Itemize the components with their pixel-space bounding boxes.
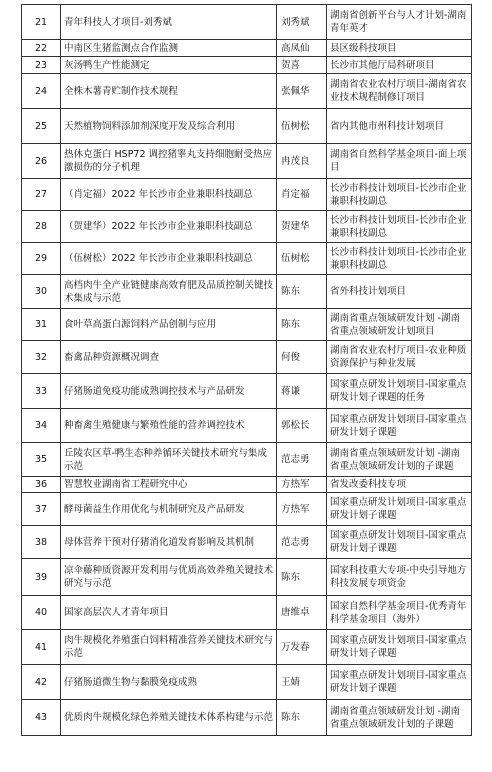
principal-investigator: 方热军 <box>277 477 327 493</box>
principal-investigator: 伍树松 <box>277 243 327 275</box>
row-number: 23 <box>22 57 61 74</box>
table-row <box>22 243 472 275</box>
table-row <box>22 40 472 57</box>
project-name: 高档肉牛全产业链健康高效育肥及品质控制关键技术集成与示范 <box>61 275 277 309</box>
project-source: 湖南省重点领域研发计划 -湖南省重点领域研发计划的子课题 <box>327 700 472 736</box>
project-name: 青年科技人才项目-刘秀斌 <box>61 5 277 40</box>
row-number: 33 <box>22 374 61 409</box>
project-name: 食叶草高蛋白源饲料产品创制与应用 <box>61 309 277 341</box>
project-name: 国家高层次人才青年项目 <box>61 596 277 630</box>
principal-investigator: 贺建华 <box>277 211 327 243</box>
principal-investigator: 刘秀斌 <box>277 5 327 40</box>
project-name: 灰汤鸭生产性能测定 <box>61 57 277 74</box>
principal-investigator: 何俊 <box>277 341 327 374</box>
row-number: 38 <box>22 526 61 559</box>
project-source: 省发改委科技专项 <box>327 477 472 493</box>
row-number: 31 <box>22 309 61 341</box>
row-number: 28 <box>22 211 61 243</box>
table-row <box>22 700 472 736</box>
table-row <box>22 526 472 559</box>
table-row <box>22 275 472 309</box>
project-source: 湖南省农业农村厅项目-农业种质资源保护与种业发展 <box>327 341 472 374</box>
row-number: 43 <box>22 700 61 736</box>
table-row <box>22 74 472 109</box>
principal-investigator: 方热军 <box>277 493 327 526</box>
principal-investigator: 郭松长 <box>277 409 327 443</box>
table-row <box>22 341 472 374</box>
principal-investigator: 陈东 <box>277 700 327 736</box>
table-row <box>22 179 472 211</box>
project-name: 种畜禽生殖健康与繁殖性能的营养调控技术 <box>61 409 277 443</box>
project-name: 天然植物饲料添加剂深度开发及综合利用 <box>61 109 277 144</box>
row-number: 22 <box>22 40 61 57</box>
principal-investigator: 范志勇 <box>277 526 327 559</box>
project-name: 智慧牧业湖南省工程研究中心 <box>61 477 277 493</box>
principal-investigator: 陈东 <box>277 275 327 309</box>
principal-investigator: 陈东 <box>277 559 327 596</box>
project-table-body <box>22 5 472 736</box>
project-source: 长沙市科技计划项目-长沙市企业兼职科技副总 <box>327 179 472 211</box>
project-source: 湖南省重点领域研发计划 -湖南省重点领域研发计划项目 <box>327 309 472 341</box>
table-row <box>22 374 472 409</box>
project-source: 长沙市科技计划项目-长沙市企业兼职科技副总 <box>327 211 472 243</box>
row-number: 21 <box>22 5 61 40</box>
project-source: 国家重点研发计划项目-国家重点研发计划子课题 <box>327 493 472 526</box>
project-source: 县区级科技项目 <box>327 40 472 57</box>
row-number: 39 <box>22 559 61 596</box>
project-source: 国家重点研发计划项目-国家重点研发计划子课题 <box>327 665 472 700</box>
table-row <box>22 596 472 630</box>
table-row <box>22 5 472 40</box>
table-row <box>22 559 472 596</box>
project-name: 优质肉牛规模化绿色养殖关键技术体系构建与示范 <box>61 700 277 736</box>
row-number: 36 <box>22 477 61 493</box>
row-number: 34 <box>22 409 61 443</box>
project-name: （伍树松）2022 年长沙市企业兼职科技副总 <box>61 243 277 275</box>
project-source: 国家科技重大专项-中央引导地方科技发展专项资金 <box>327 559 472 596</box>
project-source: 省内其他市州科技计划项目 <box>327 109 472 144</box>
project-name: 畜禽品种资源概况调查 <box>61 341 277 374</box>
principal-investigator: 陈东 <box>277 309 327 341</box>
principal-investigator: 蒋谦 <box>277 374 327 409</box>
table-row <box>22 665 472 700</box>
project-name: 仔猪肠道免疫功能成熟调控技术与产品研发 <box>61 374 277 409</box>
principal-investigator: 肖定福 <box>277 179 327 211</box>
row-number: 27 <box>22 179 61 211</box>
principal-investigator: 冉茂良 <box>277 144 327 179</box>
row-number: 26 <box>22 144 61 179</box>
table-row <box>22 493 472 526</box>
project-name: 凉伞藤种质资源开发利用与优质高效养殖关键技术研究与示范 <box>61 559 277 596</box>
principal-investigator: 范志勇 <box>277 443 327 477</box>
row-number: 25 <box>22 109 61 144</box>
project-name: 肉牛规模化养殖蛋白饲料精准营养关键技术研究与示范 <box>61 630 277 665</box>
project-name: 丘陵农区草-鸭生态种养循环关键技术研究与集成示范 <box>61 443 277 477</box>
project-source: 湖南省创新平台与人才计划-湖南青年英才 <box>327 5 472 40</box>
row-number: 42 <box>22 665 61 700</box>
table-row <box>22 477 472 493</box>
row-number: 24 <box>22 74 61 109</box>
project-source: 长沙市科技计划项目-长沙市企业兼职科技副总 <box>327 243 472 275</box>
principal-investigator: 唐维卓 <box>277 596 327 630</box>
project-source: 国家自然科学基金项目-优秀青年科学基金项目（海外） <box>327 596 472 630</box>
row-number: 29 <box>22 243 61 275</box>
row-number: 35 <box>22 443 61 477</box>
principal-investigator: 高凤仙 <box>277 40 327 57</box>
project-source: 国家重点研发计划项目-国家重点研发计划子课题的任务 <box>327 374 472 409</box>
table-row <box>22 443 472 477</box>
row-number: 41 <box>22 630 61 665</box>
project-table-page <box>21 4 471 736</box>
table-row <box>22 309 472 341</box>
table-row <box>22 57 472 74</box>
project-source: 省外科技计划项目 <box>327 275 472 309</box>
principal-investigator: 张佩华 <box>277 74 327 109</box>
project-source: 长沙市其他厅局科研项目 <box>327 57 472 74</box>
principal-investigator: 伍树松 <box>277 109 327 144</box>
project-name: （贺建华）2022 年长沙市企业兼职科技副总 <box>61 211 277 243</box>
row-number: 40 <box>22 596 61 630</box>
project-source: 国家重点研发计划项目-国家重点研发计划子课题 <box>327 630 472 665</box>
table-row <box>22 211 472 243</box>
row-number: 37 <box>22 493 61 526</box>
project-table <box>21 4 472 736</box>
project-name: 酵母菌益生作用优化与机制研究及产品研发 <box>61 493 277 526</box>
table-row <box>22 409 472 443</box>
project-name: 中南区生猪监测点合作监测 <box>61 40 277 57</box>
project-source: 湖南省农业农村厅项目-湖南省农业技术规程制修订项目 <box>327 74 472 109</box>
project-name: 仔猪肠道微生物与黏膜免疫成熟 <box>61 665 277 700</box>
project-name: 热休克蛋白 HSP72 调控猪睾丸支持细胞耐受热应激损伤的分子机理 <box>61 144 277 179</box>
project-source: 国家重点研发计划项目-国家重点研发计划子课题 <box>327 409 472 443</box>
project-name: 母体营养干预对仔猪消化道发育影响及其机制 <box>61 526 277 559</box>
row-number: 30 <box>22 275 61 309</box>
table-row <box>22 630 472 665</box>
project-name: 全株木薯青贮制作技术规程 <box>61 74 277 109</box>
table-row <box>22 109 472 144</box>
project-source: 湖南省自然科学基金项目-面上项目 <box>327 144 472 179</box>
project-source: 湖南省重点领域研发计划 -湖南省重点领域研发计划的子课题 <box>327 443 472 477</box>
project-name: （肖定福）2022 年长沙市企业兼职科技副总 <box>61 179 277 211</box>
table-row <box>22 144 472 179</box>
principal-investigator: 王婧 <box>277 665 327 700</box>
row-number: 32 <box>22 341 61 374</box>
principal-investigator: 贺喜 <box>277 57 327 74</box>
project-source: 国家重点研发计划项目-国家重点研发计划子课题 <box>327 526 472 559</box>
principal-investigator: 万发春 <box>277 630 327 665</box>
